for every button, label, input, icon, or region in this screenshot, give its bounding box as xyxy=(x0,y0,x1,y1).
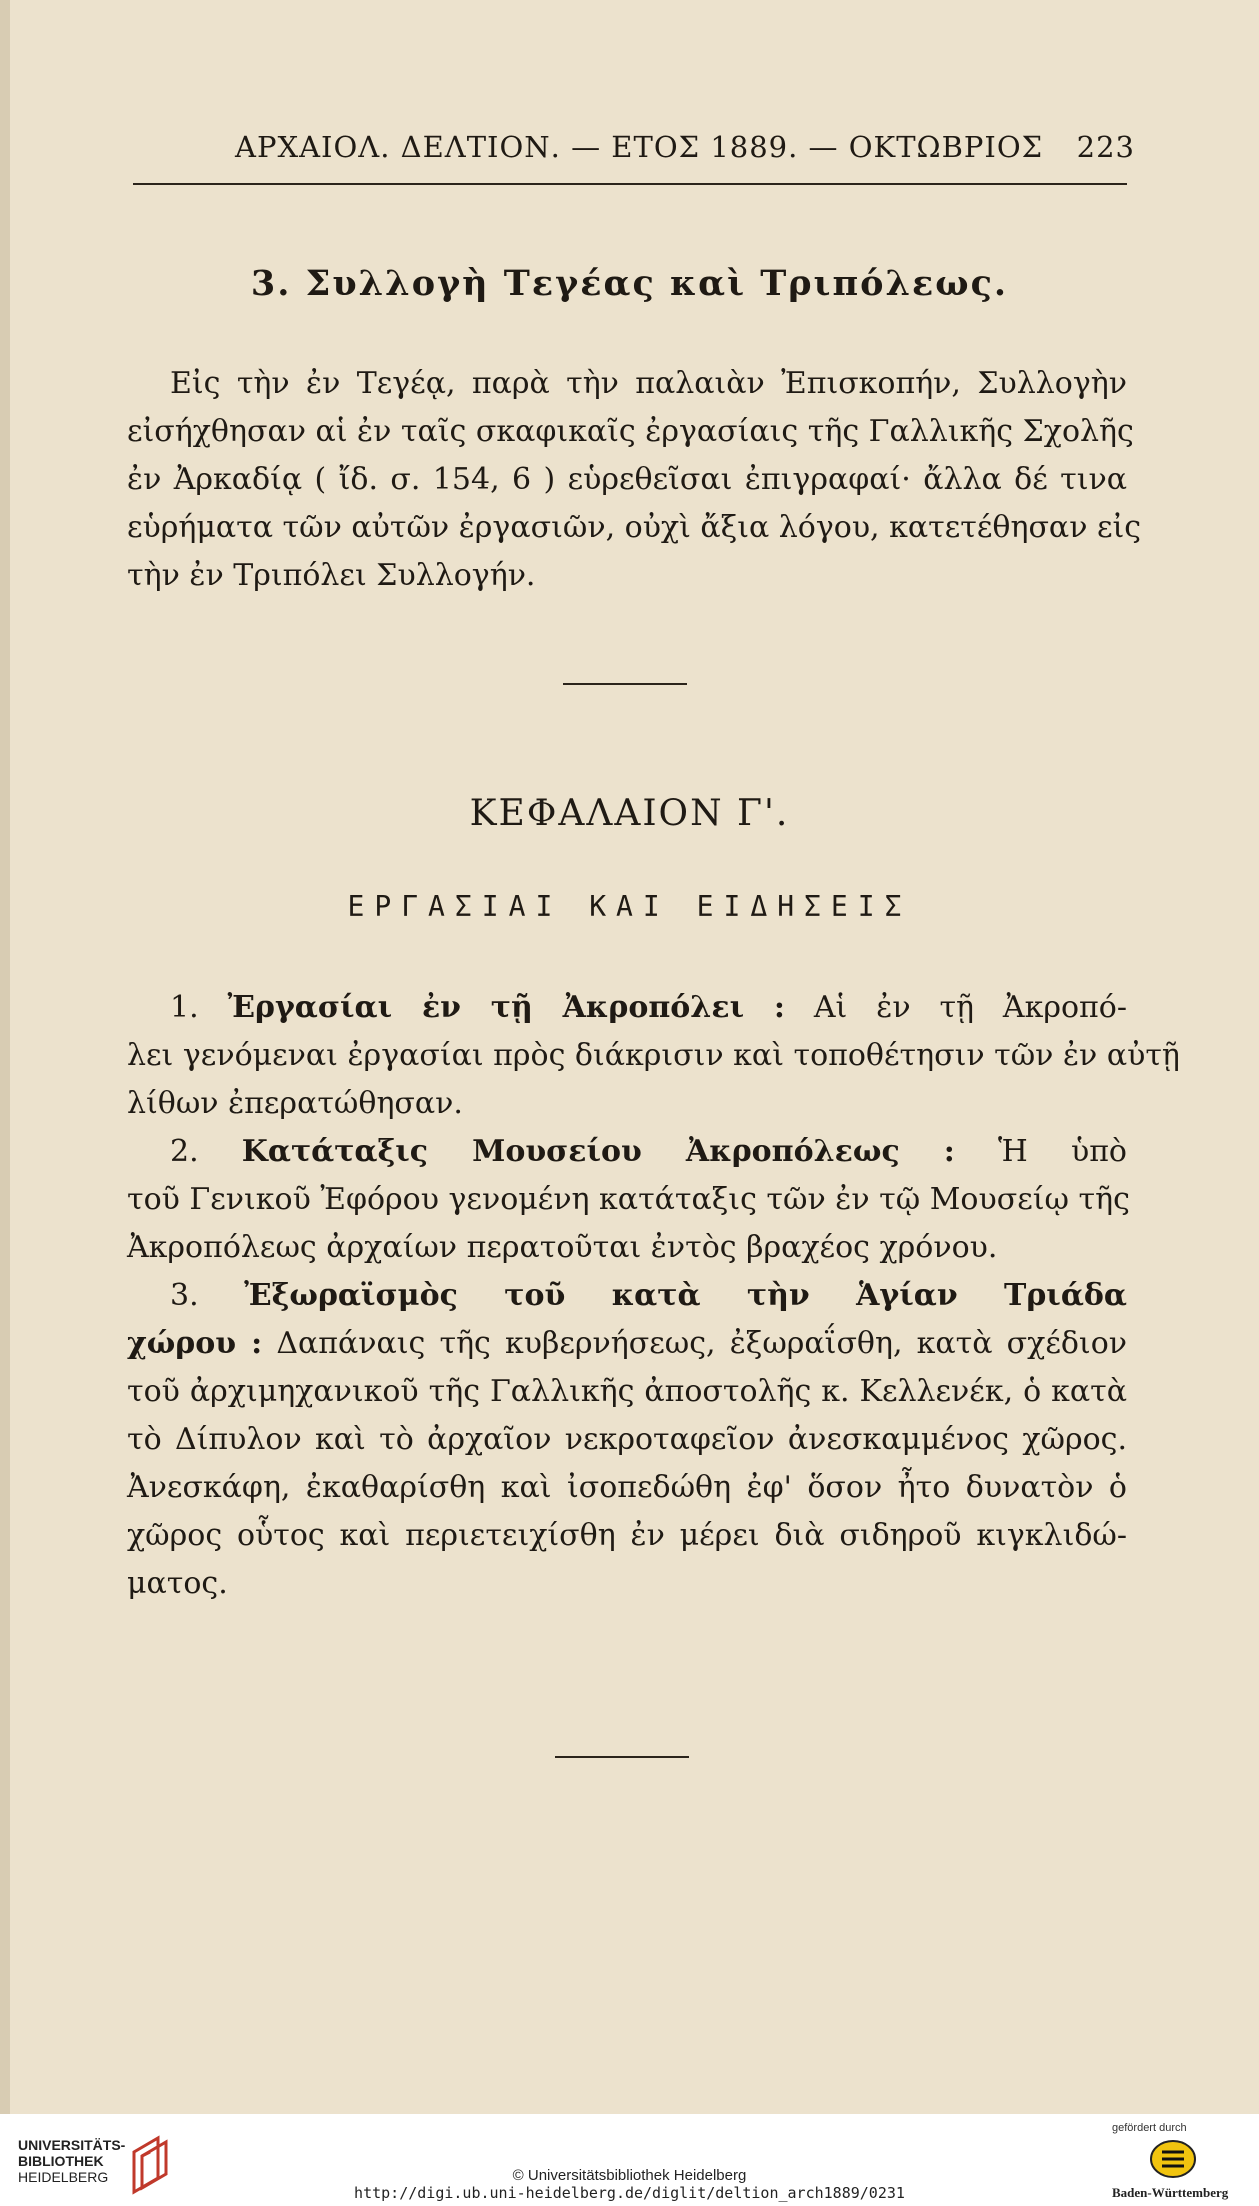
page-number: 223 xyxy=(1076,130,1135,164)
coat-of-arms-icon xyxy=(1148,2138,1198,2180)
item-number: 2. xyxy=(170,1134,199,1169)
text-line: λίθων ἐπερατώθησαν. xyxy=(127,1086,463,1121)
library-line: HEIDELBERG xyxy=(18,2169,109,2185)
sponsor-name: Baden-Württemberg xyxy=(1112,2185,1229,2200)
chapter-title: ΚΕΦΑΛΑΙΟΝ Γ'. xyxy=(469,793,790,834)
text-line: τὴν ἐν Τριπόλει Συλλογήν. xyxy=(127,558,536,593)
section-divider xyxy=(563,683,687,685)
text-line: εὑρήματα τῶν αὐτῶν ἐργασιῶν, οὐχὶ ἄξια λόγου, κατετέθησαν εἰς xyxy=(127,510,1142,545)
text-line: τοῦ Γενικοῦ Ἐφόρου γενομένη κατάταξις τῶν ἐν τῷ Μουσείῳ τῆς xyxy=(127,1182,1130,1217)
item2-line xyxy=(127,1128,1127,1176)
text-line: τὸ Δίπυλον καὶ τὸ ἀρχαῖον νεκροταφεῖον ἀνεσκαμμένος χῶρος. xyxy=(127,1422,1127,1457)
running-header xyxy=(135,130,1135,170)
text-line: Εἰς τὴν ἐν Τεγέᾳ, παρὰ τὴν παλαιὰν Ἐπισκοπήν, Συλλογὴν xyxy=(170,366,1127,401)
text-line: ματος. xyxy=(127,1566,228,1601)
library-line: UNIVERSITÄTS- xyxy=(18,2137,126,2153)
item-number: 3. xyxy=(170,1278,199,1313)
text-line: Ἀνεσκάφη, ἐκαθαρίσθη καὶ ἰσοπεδώθη ἐφ' ὅσον ἦτο δυνατὸν ὁ xyxy=(127,1470,1127,1505)
page-url-link[interactable]: http://digi.ub.uni-heidelberg.de/diglit/deltion_arch1889/0231 xyxy=(354,2184,905,2202)
item3-line xyxy=(127,1272,1127,1320)
text-line: λει γενόμεναι ἐργασίαι πρὸς διάκρισιν καὶ τοποθέτησιν τῶν ἐν αὐτῇ xyxy=(127,1038,1180,1073)
text-line: Ἀκροπόλεως ἀρχαίων περατοῦται ἐντὸς βραχέος χρόνου. xyxy=(127,1230,998,1265)
library-line: BIBLIOTHEK xyxy=(18,2153,104,2169)
item1-line xyxy=(127,984,1127,1032)
item-heading: Ἐξωραϊσμὸς τοῦ κατὰ τὴν Ἁγίαν Τριάδα xyxy=(244,1278,1128,1313)
copyright-text: © Universitätsbibliothek Heidelberg xyxy=(512,2167,747,2184)
running-title: ΑΡΧΑΙΟΛ. ΔΕΛΤΙΟΝ. — ΕΤΟΣ 1889. — ΟΚΤΩΒΡΙΟΣ xyxy=(235,130,1044,164)
header-rule xyxy=(133,183,1127,185)
text-line: εἰσήχθησαν αἱ ἐν ταῖς σκαφικαῖς ἐργασίαις τῆς Γαλλικῆς Σχολῆς xyxy=(127,414,1134,449)
end-divider xyxy=(555,1756,689,1758)
item-text: Δαπάναις τῆς κυβερνήσεως, ἐξωραΐσθη, κατὰ σχέδιον xyxy=(276,1326,1127,1361)
item-number: 1. xyxy=(170,990,199,1025)
item-text: Ἡ ὑπὸ xyxy=(998,1134,1127,1169)
news-items xyxy=(127,984,1180,1608)
text-line: χῶρος οὗτος καὶ περιετειχίσθη ἐν μέρει διὰ σιδηροῦ κιγκλιδώ- xyxy=(127,1518,1127,1553)
item3-line2 xyxy=(127,1320,1127,1368)
item-text: Αἱ ἐν τῇ Ἀκροπό- xyxy=(813,990,1127,1025)
item-heading: Κατάταξις Μουσείου Ἀκροπόλεως : xyxy=(241,1134,955,1169)
chapter-subtitle: ΕΡΓΑΣΙΑΙ ΚΑΙ ΕΙΔΗΣΕΙΣ xyxy=(347,890,912,923)
text-line: τοῦ ἀρχιμηχανικοῦ τῆς Γαλλικῆς ἀποστολῆς κ. Κελλενέκ, ὁ κατὰ xyxy=(127,1374,1127,1409)
item-heading: χώρου : xyxy=(127,1326,263,1361)
section-title: 3. Συλλογὴ Τεγέας καὶ Τριπόλεως. xyxy=(250,263,1009,304)
text-line: ἐν Ἀρκαδίᾳ ( ἴδ. σ. 154, 6 ) εὑρεθεῖσαι ἐπιγραφαί· ἄλλα δέ τινα xyxy=(127,462,1127,497)
funded-by-label: gefördert durch xyxy=(1112,2122,1187,2134)
section-paragraph xyxy=(127,360,1142,600)
item-heading: Ἐργασίαι ἐν τῇ Ἀκροπόλει : xyxy=(227,990,785,1025)
